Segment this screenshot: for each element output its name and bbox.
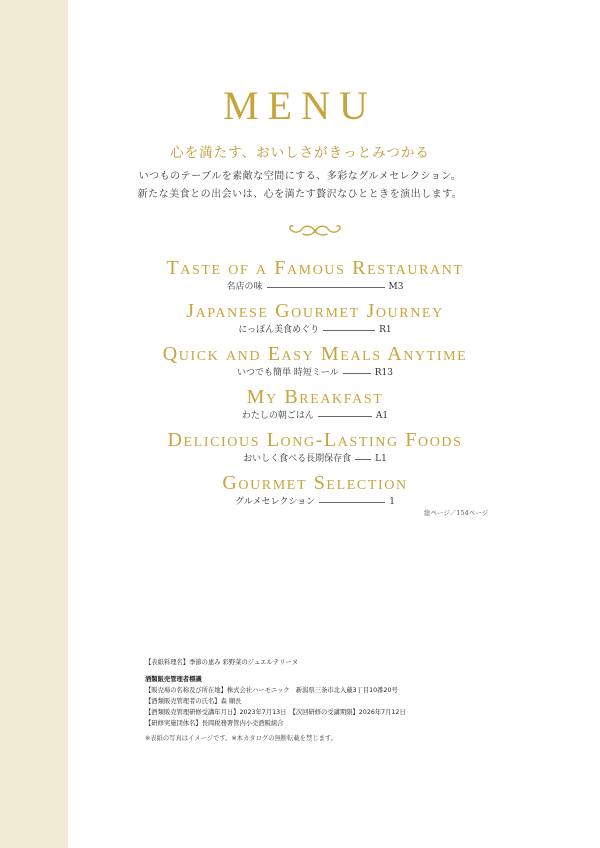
leader-line [318, 416, 372, 417]
menu-item-title: Taste of a Famous Restaurant [166, 257, 464, 279]
menu-item-code: A1 [375, 411, 389, 421]
footer-info [145, 657, 545, 744]
menu-item-subline [120, 495, 510, 509]
menu-item-subline [120, 323, 510, 337]
menu-item-code: 1 [389, 497, 395, 507]
menu-item-subline [120, 280, 510, 294]
menu-item-subline [120, 452, 510, 466]
menu-item-jp: にっぽん美食めぐり [238, 325, 320, 335]
intro-line: いつものテーブルを素敵な空間にする、多彩なグルメセレクション。 [138, 171, 462, 182]
menu-item-subline [120, 366, 510, 380]
flourish-ornament-icon [285, 221, 345, 241]
cover-dish-name: 【表紙料理名】季節の恵み 彩野菜のジュエルテリーヌ [145, 659, 299, 666]
page-subtitle: 心を満たす、おいしさがきっとみつかる [170, 145, 430, 161]
leader-line [343, 373, 371, 374]
menu-item-code: R1 [379, 325, 392, 335]
leader-line [355, 459, 371, 460]
menu-item-jp: わたしの朝ごはん [241, 411, 314, 421]
menu-item-title: My Breakfast [246, 386, 384, 408]
menu-item-jp: おいしく食べる長期保存食 [243, 454, 352, 464]
menu-item[interactable] [120, 299, 510, 342]
menu-item[interactable] [120, 385, 510, 428]
menu-item-code: R13 [374, 368, 393, 378]
menu-item-jp: 名店の味 [226, 282, 263, 292]
footer-disclaimer: ※表紙の写真はイメージです。※本カタログの無断転載を禁じます。 [145, 735, 337, 742]
leader-line [267, 287, 385, 288]
menu-item-title: Quick and Easy Meals Anytime [162, 343, 468, 365]
footer-line: 【販売場の名称及び所在地】株式会社ハーモニック 新潟県三条市北入蔵3丁目10番20号 [145, 687, 398, 694]
leader-line [319, 502, 385, 503]
menu-item-title: Japanese Gourmet Journey [186, 300, 444, 322]
menu-item-title: Gourmet Selection [222, 472, 408, 494]
footer-line: 【研修実施団体名】長岡税務署管内小売酒販組合 [145, 720, 284, 727]
menu-item-code: L1 [375, 454, 387, 464]
intro-text [0, 168, 600, 204]
intro-line: 新たな美食との出会いは、心を満たす贅沢なひとときを演出します。 [137, 189, 463, 200]
footer-line: 【酒類販売管理研修受講年月日】2023年7月13日 【次回研修の受講期限】2026年7月12日 [145, 709, 406, 716]
menu-item-code: M3 [388, 282, 404, 292]
menu-item[interactable] [120, 428, 510, 471]
page-title: MENU [223, 83, 377, 128]
leader-line [323, 330, 375, 331]
footer-line: 【酒類販売管理者の氏名】森 順長 [145, 698, 242, 705]
menu-item-title: Delicious Long-Lasting Foods [167, 429, 463, 451]
total-pages-note: 総ページ／154ページ [424, 509, 489, 517]
menu-item-jp: いつでも簡単 時短ミール [237, 368, 339, 378]
menu-item[interactable] [120, 256, 510, 299]
menu-item[interactable] [120, 342, 510, 385]
menu-item-jp: グルメセレクション [235, 497, 316, 507]
liquor-manager-heading: 酒類販売管理者標識 [145, 676, 202, 683]
menu-list [120, 256, 510, 514]
menu-item-subline [120, 409, 510, 423]
